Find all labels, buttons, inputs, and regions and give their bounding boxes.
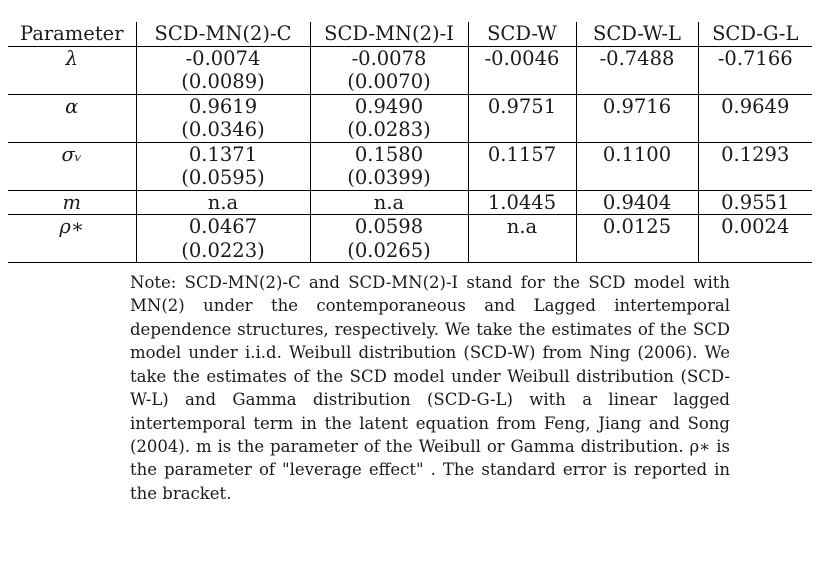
cell-estimate: 0.9751 xyxy=(468,94,576,118)
cell-std-error xyxy=(698,118,812,142)
cell-estimate: n.a xyxy=(468,215,576,239)
cell-estimate: 0.9404 xyxy=(576,190,698,215)
cell-std-error xyxy=(576,166,698,190)
cell-estimate: -0.0078 xyxy=(310,46,468,70)
table-note-label: Note: xyxy=(130,273,177,292)
cell-estimate: n.a xyxy=(136,190,310,215)
column-header-scd-w-l: SCD-W-L xyxy=(576,22,698,46)
cell-estimate: -0.7166 xyxy=(698,46,812,70)
row-parameter-label: α xyxy=(65,94,79,118)
table-note xyxy=(130,271,730,505)
column-header-scd-g-l: SCD-G-L xyxy=(698,22,812,46)
row-parameter-label: m xyxy=(8,190,136,215)
cell-std-error xyxy=(576,70,698,94)
cell-estimate: 0.9551 xyxy=(698,190,812,215)
column-header-scd-mn2-i: SCD-MN(2)-I xyxy=(310,22,468,46)
table-header-row xyxy=(8,22,812,46)
cell-std-error: (0.0346) xyxy=(136,118,310,142)
column-header-scd-mn2-c: SCD-MN(2)-C xyxy=(136,22,310,46)
cell-std-error: (0.0399) xyxy=(310,166,468,190)
table-row xyxy=(8,46,812,70)
cell-std-error xyxy=(698,166,812,190)
cell-estimate: 0.1100 xyxy=(576,142,698,166)
table-row xyxy=(8,142,812,166)
cell-std-error: (0.0283) xyxy=(310,118,468,142)
cell-std-error: (0.0265) xyxy=(310,239,468,263)
table-row-std-error xyxy=(8,118,812,142)
cell-estimate: 0.9649 xyxy=(698,94,812,118)
cell-estimate: 0.0598 xyxy=(310,215,468,239)
cell-std-error xyxy=(468,166,576,190)
cell-estimate: 0.0024 xyxy=(698,215,812,239)
cell-estimate: 1.0445 xyxy=(468,190,576,215)
row-parameter-label-blank xyxy=(8,118,136,142)
cell-estimate: n.a xyxy=(310,190,468,215)
table-row xyxy=(8,190,812,215)
cell-estimate: 0.0125 xyxy=(576,215,698,239)
cell-estimate: -0.7488 xyxy=(576,46,698,70)
row-parameter-label: ρ∗ xyxy=(59,215,85,238)
cell-std-error: (0.0089) xyxy=(136,70,310,94)
table-row-std-error xyxy=(8,239,812,263)
cell-std-error xyxy=(576,118,698,142)
row-parameter-label-blank xyxy=(8,239,136,263)
results-table xyxy=(8,22,812,263)
row-parameter-label-blank xyxy=(8,166,136,190)
row-parameter-label: λ xyxy=(65,46,78,70)
cell-std-error xyxy=(698,70,812,94)
cell-std-error xyxy=(468,70,576,94)
table-row-std-error xyxy=(8,70,812,94)
table-row xyxy=(8,94,812,118)
cell-estimate: -0.0074 xyxy=(136,46,310,70)
cell-estimate: 0.0467 xyxy=(136,215,310,239)
row-parameter-label: σᵥ xyxy=(61,142,83,166)
cell-std-error xyxy=(468,118,576,142)
column-header-parameter: Parameter xyxy=(8,22,136,46)
cell-estimate: 0.1580 xyxy=(310,142,468,166)
table-row-std-error xyxy=(8,166,812,190)
cell-std-error xyxy=(468,239,576,263)
cell-std-error: (0.0595) xyxy=(136,166,310,190)
cell-estimate: 0.9490 xyxy=(310,94,468,118)
cell-std-error xyxy=(698,239,812,263)
row-parameter-label-blank xyxy=(8,70,136,94)
cell-estimate: 0.1371 xyxy=(136,142,310,166)
table-row xyxy=(8,215,812,239)
cell-estimate: -0.0046 xyxy=(468,46,576,70)
cell-estimate: 0.9619 xyxy=(136,94,310,118)
table-note-text: SCD-MN(2)-C and SCD-MN(2)-I stand for the SCD model with MN(2) under the contemporaneous and Lagged intertemporal dependence structures, respectively. We take the estimates of the SCD model under i.i.d. Weibull distribution (SCD-W) from Ning (2006). We take the estimates of the SCD model under Weibull distribution (SCD-W-L) and Gamma distribution (SCD-G-L) with a linear lagged intertemporal term in the latent equation from Feng, Jiang and Song (2004). m is the parameter of the Weibull or Gamma distribution. ρ∗ is the parameter of "leverage effect" . The standard error is reported in the bracket. xyxy=(130,273,730,503)
cell-std-error: (0.0223) xyxy=(136,239,310,263)
cell-std-error: (0.0070) xyxy=(310,70,468,94)
cell-estimate: 0.9716 xyxy=(576,94,698,118)
cell-estimate: 0.1293 xyxy=(698,142,812,166)
column-header-scd-w: SCD-W xyxy=(468,22,576,46)
cell-estimate: 0.1157 xyxy=(468,142,576,166)
cell-std-error xyxy=(576,239,698,263)
